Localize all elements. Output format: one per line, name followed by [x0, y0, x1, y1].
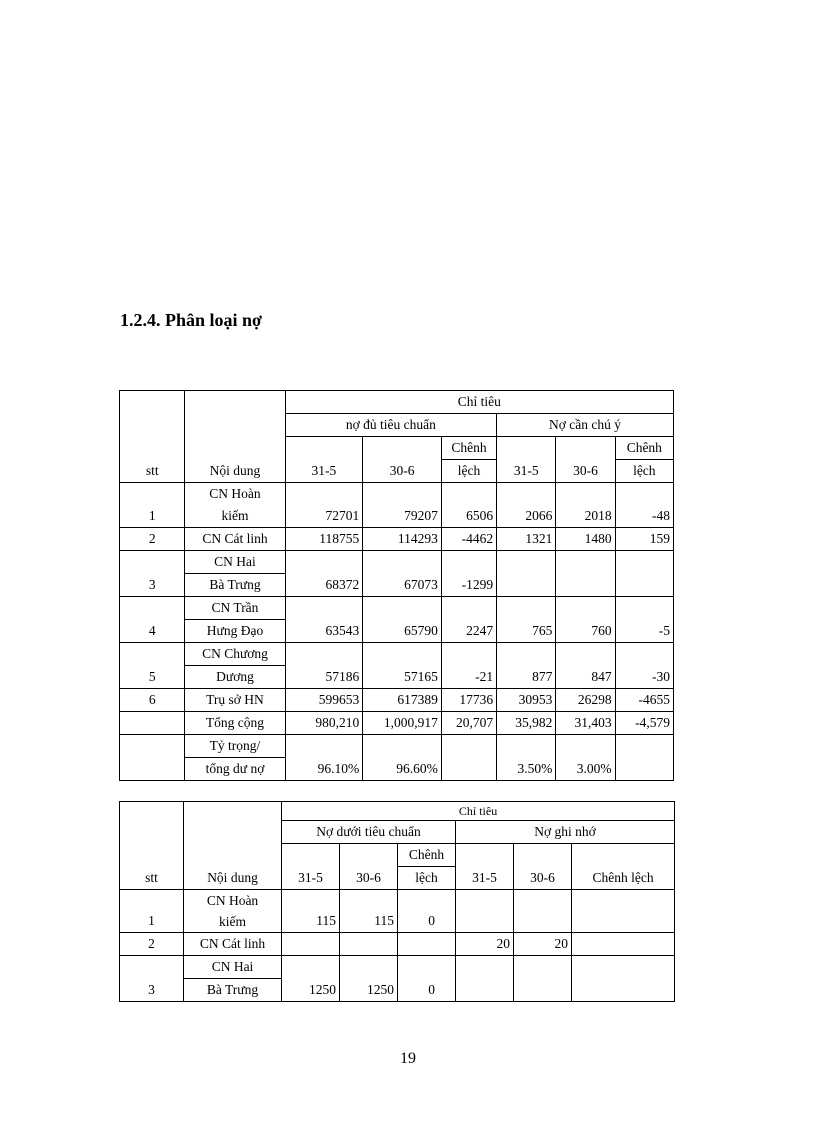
- row-b1: [456, 956, 514, 1002]
- ratio-ad: [441, 735, 496, 781]
- row-name-line2: Bà Trưng: [184, 978, 281, 1001]
- row-b2: 760: [556, 597, 615, 643]
- row-stt: 1: [120, 483, 185, 528]
- header-group-title: Chỉ tiêu: [282, 802, 675, 821]
- header-group-a: nợ đủ tiêu chuẩn: [285, 414, 497, 437]
- ratio-b2: 3.00%: [556, 735, 615, 781]
- row-b1: 20: [456, 933, 514, 956]
- row-name-line1: CN Hai: [211, 959, 254, 974]
- row-a2: 617389: [363, 689, 442, 712]
- header-stt: stt: [120, 391, 185, 483]
- row-name-line2: kiếm: [219, 914, 246, 929]
- row-b1: 1321: [497, 528, 556, 551]
- header-b-diff: Chênh lệch: [572, 844, 675, 890]
- header-a-d1: 31-5: [282, 844, 340, 890]
- row-stt: 4: [120, 597, 185, 643]
- row-name-line2: Dương: [185, 665, 284, 688]
- row-bd: 159: [615, 528, 673, 551]
- row-a1: 115: [282, 890, 340, 933]
- row-a2: 1250: [340, 956, 398, 1002]
- ratio-bd: [615, 735, 673, 781]
- row-a1: 599653: [285, 689, 363, 712]
- row-name: [184, 956, 282, 1002]
- total-stt: [120, 712, 185, 735]
- row-bd: [615, 551, 673, 597]
- row-ad: 6506: [441, 483, 496, 528]
- section-heading: 1.2.4. Phân loại nợ: [120, 310, 262, 330]
- header-group-b: Nợ cần chú ý: [497, 414, 674, 437]
- row-b2: [514, 890, 572, 933]
- row-ad: -4462: [441, 528, 496, 551]
- row-name-line1: CN Hoàn: [209, 486, 261, 501]
- row-a2: 67073: [363, 551, 442, 597]
- row-stt: 6: [120, 689, 185, 712]
- row-name-line1: CN Hoàn: [206, 893, 259, 908]
- header-a-d1: 31-5: [285, 437, 363, 483]
- row-b1: 30953: [497, 689, 556, 712]
- row-ad: -21: [441, 643, 496, 689]
- row-name-line1: CN Chương: [202, 646, 268, 661]
- row-name: CN Cát linh: [185, 528, 285, 551]
- ratio-label: [185, 735, 285, 781]
- row-b2: 26298: [556, 689, 615, 712]
- row-a1: 68372: [285, 551, 363, 597]
- table-row: [120, 483, 674, 528]
- header-a-diff-line2: lệch: [398, 866, 455, 889]
- row-b1: 2066: [497, 483, 556, 528]
- ratio-b1: 3.50%: [497, 735, 556, 781]
- row-b2: 1480: [556, 528, 615, 551]
- ratio-stt: [120, 735, 185, 781]
- table-row: [120, 597, 674, 643]
- row-a1: 118755: [285, 528, 363, 551]
- total-bd: -4,579: [615, 712, 673, 735]
- header-content: Nội dung: [184, 802, 282, 890]
- row-a2: 65790: [363, 597, 442, 643]
- header-b-diff-line2: lệch: [616, 459, 673, 482]
- ratio-row: [120, 735, 674, 781]
- header-stt: stt: [120, 802, 184, 890]
- row-name-line1: CN Hai: [214, 554, 256, 569]
- row-name: Trụ sở HN: [185, 689, 285, 712]
- row-bd: -5: [615, 597, 673, 643]
- row-a2: 115: [340, 890, 398, 933]
- header-a-diff: [398, 844, 456, 890]
- header-a-d2: 30-6: [363, 437, 442, 483]
- header-group-b: Nợ ghi nhớ: [456, 821, 675, 844]
- row-bd: -4655: [615, 689, 673, 712]
- row-b2: [556, 551, 615, 597]
- total-b1: 35,982: [497, 712, 556, 735]
- ratio-label-line2: tổng dư nợ: [185, 757, 284, 780]
- row-name: [184, 890, 282, 933]
- header-a-d2: 30-6: [340, 844, 398, 890]
- row-b2: 847: [556, 643, 615, 689]
- row-name: [185, 643, 285, 689]
- row-a2: 57165: [363, 643, 442, 689]
- header-b-diff-line1: Chênh: [626, 440, 662, 455]
- header-a-diff-line1: Chênh: [451, 440, 487, 455]
- table-row: [120, 551, 674, 597]
- header-b-d1: 31-5: [497, 437, 556, 483]
- row-b1: [456, 890, 514, 933]
- debt-classification-table-1: [119, 390, 674, 781]
- header-b-d1: 31-5: [456, 844, 514, 890]
- row-ad: 2247: [441, 597, 496, 643]
- header-content: Nội dung: [185, 391, 285, 483]
- table-row: [120, 890, 675, 933]
- ratio-a2: 96.60%: [363, 735, 442, 781]
- row-a1: [282, 933, 340, 956]
- total-b2: 31,403: [556, 712, 615, 735]
- row-ad: 0: [398, 956, 456, 1002]
- row-ad: -1299: [441, 551, 496, 597]
- row-a2: 79207: [363, 483, 442, 528]
- row-b1: 877: [497, 643, 556, 689]
- page-number: 19: [400, 1050, 416, 1067]
- row-stt: 5: [120, 643, 185, 689]
- row-bd: [572, 933, 675, 956]
- row-a2: [340, 933, 398, 956]
- ratio-a1: 96.10%: [285, 735, 363, 781]
- header-b-d2: 30-6: [556, 437, 615, 483]
- row-stt: 2: [120, 528, 185, 551]
- row-name-line2: Bà Trưng: [185, 573, 284, 596]
- debt-classification-table-2: [119, 801, 675, 1002]
- row-a1: 63543: [285, 597, 363, 643]
- total-ad: 20,707: [441, 712, 496, 735]
- header-b-diff: [615, 437, 673, 483]
- table-row: [120, 956, 675, 1002]
- row-b1: [497, 551, 556, 597]
- row-ad: 0: [398, 890, 456, 933]
- table-row: [120, 689, 674, 712]
- row-name-line2: Hưng Đạo: [185, 619, 284, 642]
- table-row: [120, 528, 674, 551]
- row-stt: 3: [120, 551, 185, 597]
- ratio-label-line1: Tỷ trọng/: [209, 738, 261, 753]
- row-bd: -30: [615, 643, 673, 689]
- row-name: [185, 597, 285, 643]
- row-b1: 765: [497, 597, 556, 643]
- row-a2: 114293: [363, 528, 442, 551]
- row-stt: 2: [120, 933, 184, 956]
- row-bd: [572, 956, 675, 1002]
- row-bd: [572, 890, 675, 933]
- header-group-a: Nợ dưới tiêu chuẩn: [282, 821, 456, 844]
- total-a2: 1,000,917: [363, 712, 442, 735]
- row-a1: 1250: [282, 956, 340, 1002]
- header-group-title: Chỉ tiêu: [285, 391, 673, 414]
- row-stt: 3: [120, 956, 184, 1002]
- header-a-diff-line2: lệch: [442, 459, 496, 482]
- row-ad: [398, 933, 456, 956]
- row-a1: 72701: [285, 483, 363, 528]
- header-a-diff-line1: Chênh: [408, 847, 445, 862]
- total-label: Tổng cộng: [185, 712, 285, 735]
- row-a1: 57186: [285, 643, 363, 689]
- table-row: [120, 643, 674, 689]
- total-row: [120, 712, 674, 735]
- row-stt: 1: [120, 890, 184, 933]
- row-name-line1: CN Trần: [211, 600, 259, 615]
- row-ad: 17736: [441, 689, 496, 712]
- header-a-diff: [441, 437, 496, 483]
- row-b2: [514, 956, 572, 1002]
- total-a1: 980,210: [285, 712, 363, 735]
- table-row: [120, 933, 675, 956]
- header-b-d2: 30-6: [514, 844, 572, 890]
- row-b2: 20: [514, 933, 572, 956]
- row-name: CN Cát linh: [184, 933, 282, 956]
- row-name: [185, 483, 285, 528]
- row-bd: -48: [615, 483, 673, 528]
- row-b2: 2018: [556, 483, 615, 528]
- row-name: [185, 551, 285, 597]
- row-name-line2: kiếm: [221, 508, 249, 523]
